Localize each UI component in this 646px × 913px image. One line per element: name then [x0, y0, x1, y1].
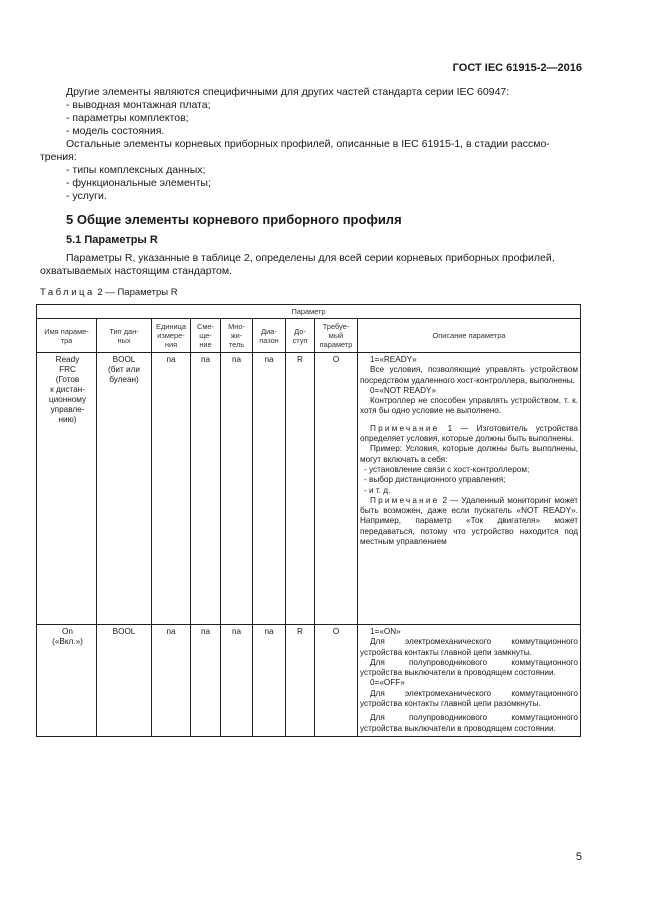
header-access: До- ступ [286, 319, 315, 353]
intro-line: Остальные элементы корневых приборных профилей, описанные в IEC 61915-1, в стадии рассмо- [66, 138, 550, 150]
cell-range: na [253, 353, 286, 625]
desc-item: - и т. д. [364, 485, 391, 495]
cell-access: R [286, 625, 315, 737]
desc-line: Все условия, позволяющие управлять устройством посредством удаленного хост-контроллера, выполнены. [360, 365, 578, 385]
desc-note [360, 424, 578, 445]
cell-unit: na [152, 353, 191, 625]
cell-required: O [315, 353, 358, 625]
cell-type: BOOL [97, 625, 152, 737]
intro-line: Другие элементы являются специфичными для других частей стандарта серии IEC 60947: [66, 86, 510, 98]
desc-item: - установление связи с хост-контроллером; [364, 464, 530, 474]
desc-line: Для полупроводникового коммутационного устройства выключатели в проводящем состоянии. [360, 713, 578, 733]
note-label: Примечание [370, 495, 440, 505]
header-name: Имя параме- тра [37, 319, 97, 353]
header-type: Тип дан- ных [97, 319, 152, 353]
section-paragraph-cont: охватываемых настоящим стандартом. [40, 265, 233, 277]
desc-line: Для электромеханического коммутационного устройства контакты главной цепи замкнуты. [360, 637, 578, 657]
intro-item: - параметры комплектов; [66, 112, 189, 124]
parameters-table [36, 304, 581, 737]
table-group-header-row [37, 305, 581, 319]
subsection-title: 5.1 Параметры R [66, 234, 158, 246]
header-description: Описание параметра [358, 319, 581, 353]
note-text: 1 — Изготовитель устройства определяет условия, которые должны быть выполнены. [360, 423, 578, 444]
desc-line: 1=«READY» [370, 355, 417, 364]
cell-unit: na [152, 625, 191, 737]
header-range: Диа- пазон [253, 319, 286, 353]
section-title: 5 Общие элементы корневого приборного профиля [66, 212, 402, 227]
intro-item: - выводная монтажная плата; [66, 99, 211, 111]
cell-description [358, 353, 581, 625]
cell-name: Ready FRC (Готов к дистан- ционному управле- нию) [37, 353, 97, 625]
table-caption [40, 287, 178, 298]
intro-item: - функциональные элементы; [66, 177, 211, 189]
cell-offset: na [191, 625, 221, 737]
header-multiplier: Мно- жи- тель [221, 319, 253, 353]
section-paragraph: Параметры R, указанные в таблице 2, определены для всей серии корневых приборных профилей, [66, 252, 555, 264]
group-header: Параметр [37, 305, 581, 319]
cell-multiplier: na [221, 625, 253, 737]
desc-note [360, 496, 578, 547]
cell-type: BOOL (бит или булеан) [97, 353, 152, 625]
desc-line: Для полупроводникового коммутационного устройства выключатели в проводящем состоянии. [360, 657, 578, 678]
header-required: Требуе- мый параметр [315, 319, 358, 353]
cell-offset: na [191, 353, 221, 625]
intro-item: - модель состояния. [66, 125, 165, 137]
caption-rest: 2 — Параметры R [94, 287, 178, 298]
caption-prefix: Таблица [40, 287, 95, 298]
desc-line: Контроллер не способен управлять устройством, т. к. хотя бы одно условие не выполнено. [360, 396, 578, 416]
intro-item: - типы комплексных данных; [66, 164, 206, 176]
cell-multiplier: na [221, 353, 253, 625]
cell-access: R [286, 353, 315, 625]
desc-line: 0=«OFF» [370, 678, 405, 688]
cell-name: On («Вкл.») [37, 625, 97, 737]
page-number: 5 [575, 851, 582, 863]
table-header-row [37, 319, 581, 353]
header-offset: Сме- ще- ние [191, 319, 221, 353]
desc-line: Пример: Условия, которые должны быть выполнены, могут включать в себя: [360, 444, 578, 464]
table-row [37, 353, 581, 625]
note-label: Примечание [370, 423, 440, 433]
desc-line: 0=«NOT READY» [370, 385, 437, 395]
intro-line-cont: трения: [40, 151, 77, 163]
cell-description [358, 625, 581, 737]
cell-range: na [253, 625, 286, 737]
header-unit: Единица измере- ния [152, 319, 191, 353]
table-row [37, 625, 581, 737]
desc-line: 1=«ON» [370, 627, 401, 636]
intro-item: - услуги. [66, 190, 107, 202]
desc-line: Для электромеханического коммутационного устройства контакты главной цепи разомкнуты. [360, 688, 578, 709]
cell-required: O [315, 625, 358, 737]
desc-item: - выбор дистанционного управления; [364, 475, 506, 485]
note-text: 2 — Удаленный мониторинг может быть возможен, даже если пускатель «NOT READY». Например, параметр «Ток двигателя» может передаваться, потому что устройство находится под местным управлением [360, 495, 578, 547]
document-header: ГОСТ IEC 61915-2—2016 [452, 62, 582, 74]
